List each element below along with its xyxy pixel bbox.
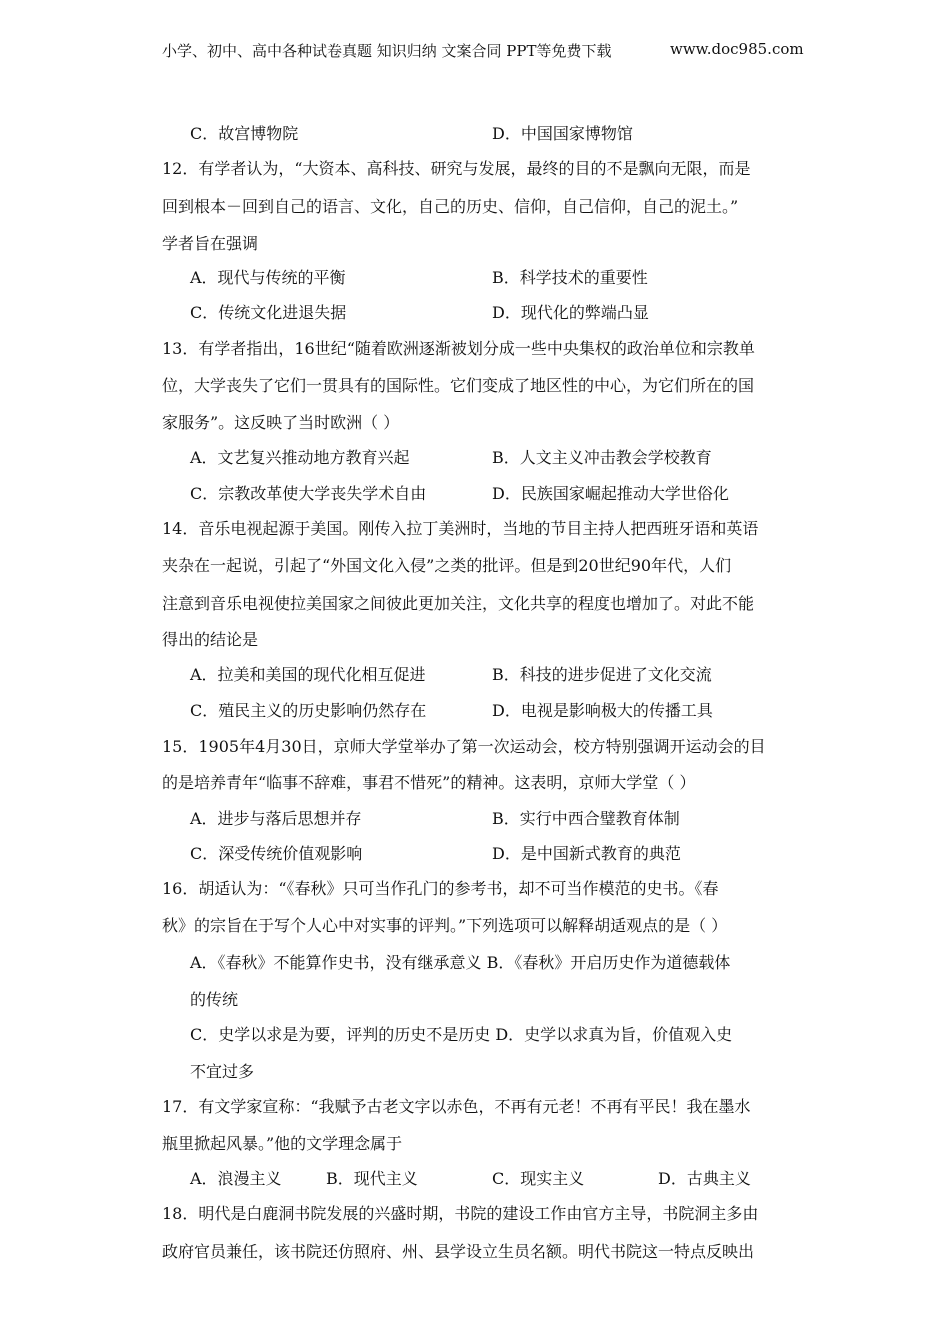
q12-stem-2: 回到根本－回到自己的语言、文化，自己的历史、信仰，自己信仰，自己的泥土。”: [162, 197, 739, 216]
q12-option-c: C．传统文化进退失据: [190, 303, 347, 322]
q12-option-b: B．科学技术的重要性: [492, 268, 648, 287]
q13-option-b: B．人文主义冲击教会学校教育: [492, 448, 712, 467]
q15-option-b: B．实行中西合璧教育体制: [492, 809, 680, 828]
q15-option-d: D．是中国新式教育的典范: [492, 844, 681, 863]
q12-stem-1: 12．有学者认为，“大资本、高科技、研究与发展，最终的目的不是飘向无限，而是: [162, 159, 751, 178]
page-header: [162, 40, 802, 61]
q17-option-b: B．现代主义: [326, 1169, 418, 1188]
q16-stem-1: 16．胡适认为：“《春秋》只可当作孔门的参考书，却不可当作模范的史书。《春: [162, 879, 719, 898]
q15-option-c: C．深受传统价值观影响: [190, 844, 363, 863]
q18-stem-1: 18．明代是白鹿洞书院发展的兴盛时期，书院的建设工作由官方主导，书院洞主多由: [162, 1204, 759, 1223]
header-text: 小学、初中、高中各种试卷真题 知识归纳 文案合同 PPT等免费下载: [162, 42, 612, 60]
q14-stem-4: 得出的结论是: [162, 630, 259, 649]
q12-option-a: A．现代与传统的平衡: [190, 268, 346, 287]
q16-stem-2: 秋》的宗旨在于写个人心中对实事的评判。”下列选项可以解释胡适观点的是（ ）: [162, 916, 728, 935]
q14-stem-3: 注意到音乐电视使拉美国家之间彼此更加关注，文化共享的程度也增加了。对此不能: [162, 594, 755, 613]
q14-option-d: D．电视是影响极大的传播工具: [492, 701, 713, 720]
q13-option-a: A．文艺复兴推动地方教育兴起: [190, 448, 410, 467]
q12-stem-3: 学者旨在强调: [162, 234, 259, 253]
header-url[interactable]: www.doc985.com: [670, 40, 804, 58]
q13-stem-3: 家服务”。这反映了当时欧洲（ ）: [162, 413, 400, 432]
q12-option-d: D．现代化的弊端凸显: [492, 303, 649, 322]
q15-stem-1: 15．1905年4月30日，京师大学堂举办了第一次运动会，校方特别强调开运动会的目: [162, 737, 766, 756]
q13-option-c: C．宗教改革使大学丧失学术自由: [190, 484, 427, 503]
q15-option-a: A．进步与落后思想并存: [190, 809, 362, 828]
q13-stem-1: 13．有学者指出，16世纪“随着欧洲逐渐被划分成一些中央集权的政治单位和宗教单: [162, 339, 755, 358]
q15-stem-2: 的是培养青年“临事不辞难，事君不惜死”的精神。这表明，京师大学堂（ ）: [162, 773, 696, 792]
q18-stem-2: 政府官员兼任，该书院还仿照府、州、县学设立生员名额。明代书院这一特点反映出: [162, 1242, 755, 1261]
q16-options-line-4: 不宜过多: [190, 1062, 255, 1081]
q14-option-b: B．科技的进步促进了文化交流: [492, 665, 712, 684]
q11-option-c: C．故宫博物院: [190, 124, 299, 143]
q17-option-a: A．浪漫主义: [190, 1169, 282, 1188]
q14-option-a: A．拉美和美国的现代化相互促进: [190, 665, 426, 684]
q16-options-line-2: 的传统: [190, 990, 239, 1009]
q17-stem-1: 17．有文学家宣称：“我赋予古老文字以赤色，不再有元老！不再有平民！我在墨水: [162, 1097, 751, 1116]
q14-stem-1: 14．音乐电视起源于美国。刚传入拉丁美洲时，当地的节目主持人把西班牙语和英语: [162, 519, 759, 538]
q16-options-line-1: A．《春秋》不能算作史书，没有继承意义 B．《春秋》开启历史作为道德载体: [190, 953, 731, 972]
q11-option-d: D．中国国家博物馆: [492, 124, 633, 143]
q14-stem-2: 夹杂在一起说，引起了“外国文化入侵”之类的批评。但是到20世纪90年代，人们: [162, 556, 732, 575]
q17-stem-2: 瓶里掀起风暴。”他的文学理念属于: [162, 1134, 403, 1153]
q17-option-d: D．古典主义: [658, 1169, 751, 1188]
q16-options-line-3: C．史学以求是为要，评判的历史不是历史 D．史学以求真为旨，价值观入史: [190, 1025, 733, 1044]
q17-option-c: C．现实主义: [492, 1169, 585, 1188]
q14-option-c: C．殖民主义的历史影响仍然存在: [190, 701, 427, 720]
q13-stem-2: 位，大学丧失了它们一贯具有的国际性。它们变成了地区性的中心，为它们所在的国: [162, 376, 755, 395]
q13-option-d: D．民族国家崛起推动大学世俗化: [492, 484, 729, 503]
